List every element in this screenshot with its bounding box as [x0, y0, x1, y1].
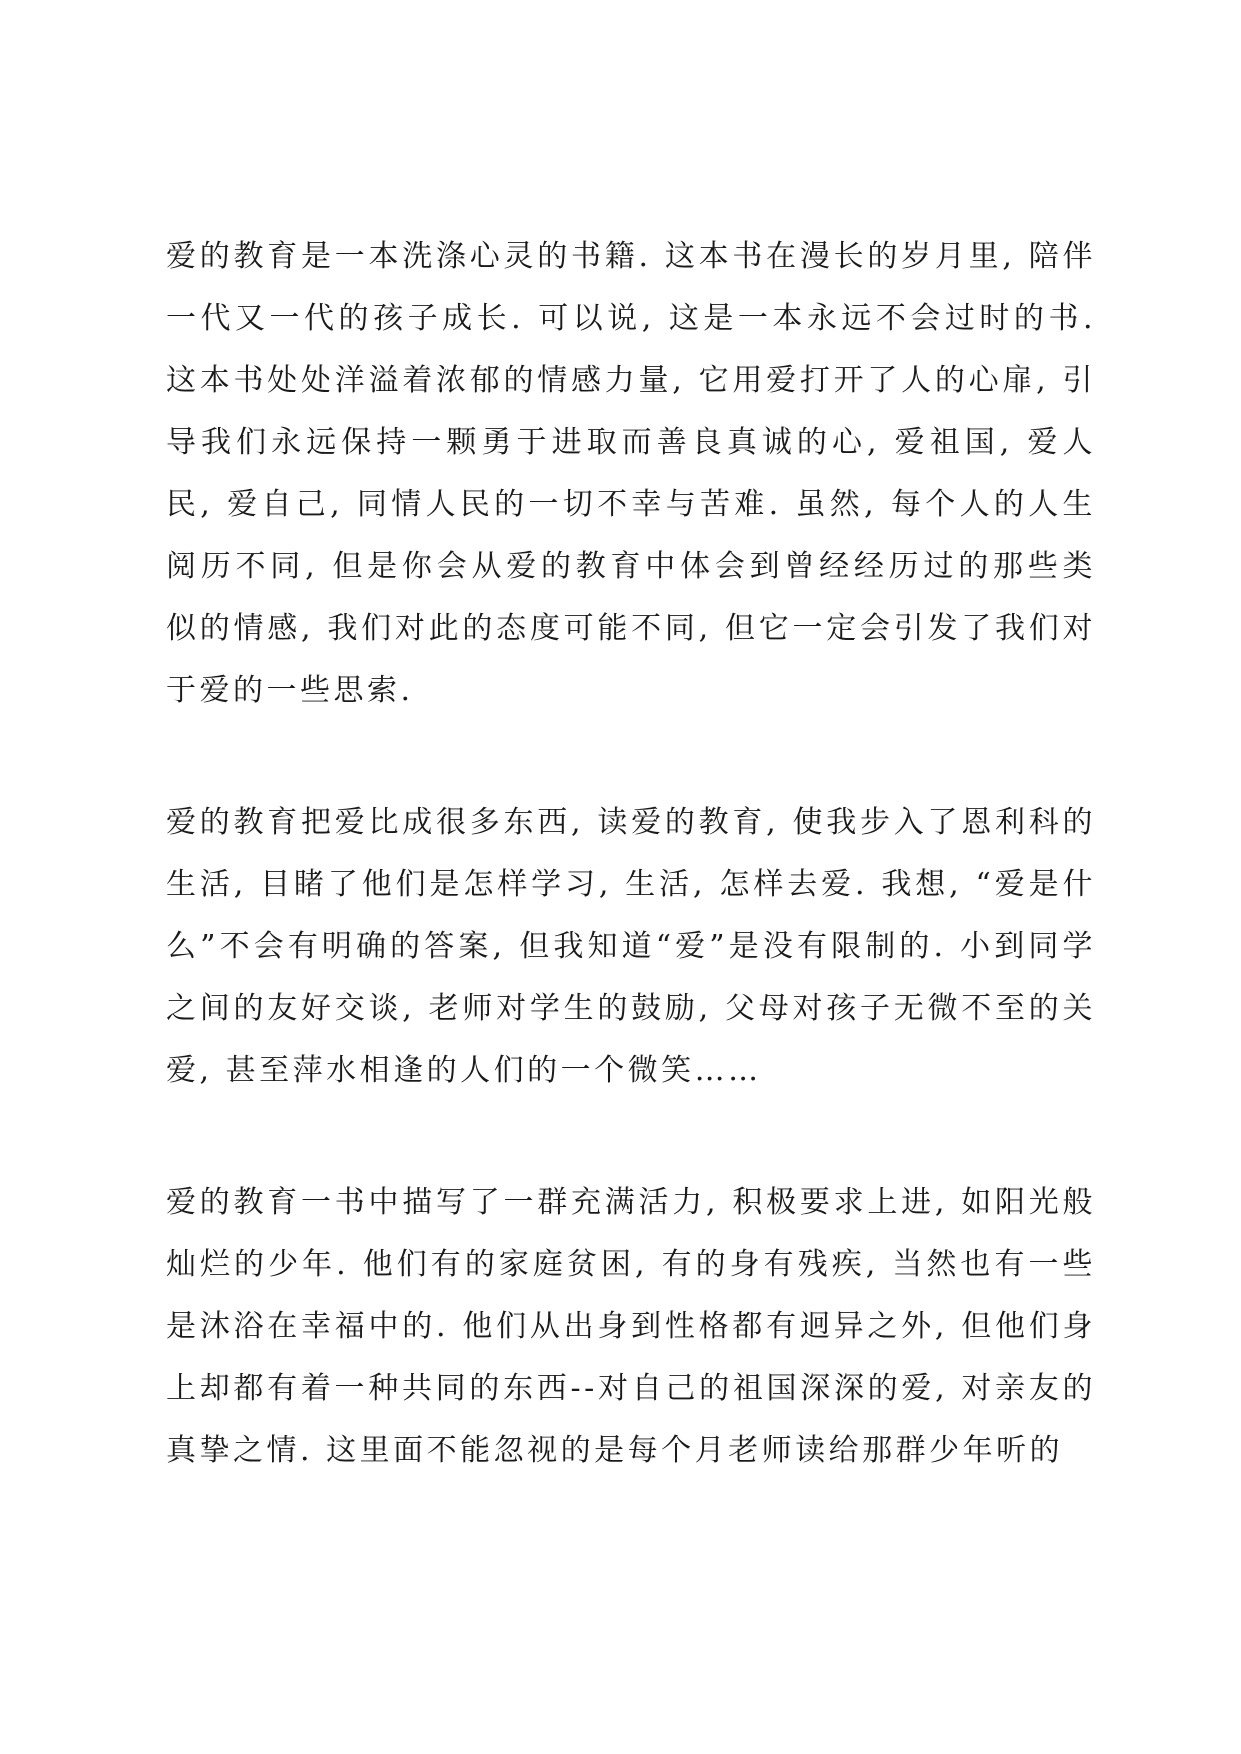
- paragraph-2: 爱的教育把爱比成很多东西, 读爱的教育, 使我步入了恩利科的生活, 目睹了他们是怎样学习, 生活, 怎样去爱. 我想, “爱是什么”不会有明确的答案, 但我知道“爱”是没有限制的. 小到同学之间的友好交谈, 老师对学生的鼓励, 父母对孩子无微不至的关爱, 甚至萍水相逢的人们的一个微笑……: [166, 805, 1096, 1088]
- document-body: [166, 226, 1096, 1482]
- paragraph-3: 爱的教育一书中描写了一群充满活力, 积极要求上进, 如阳光般灿烂的少年. 他们有的家庭贫困, 有的身有残疾, 当然也有一些是沐浴在幸福中的. 他们从出身到性格都有迥异之外, 但他们身上却都有着一种共同的东西--对自己的祖国深深的爱, 对亲友的真挚之情. 这里面不能忽视的是每个月老师读给那群少年听的: [166, 1185, 1096, 1468]
- paragraph-1: 爱的教育是一本洗涤心灵的书籍. 这本书在漫长的岁月里, 陪伴一代又一代的孩子成长. 可以说, 这是一本永远不会过时的书. 这本书处处洋溢着浓郁的情感力量, 它用爱打开了人的心扉, 引导我们永远保持一颗勇于进取而善良真诚的心, 爱祖国, 爱人民, 爱自己, 同情人民的一切不幸与苦难. 虽然, 每个人的人生阅历不同, 但是你会从爱的教育中体会到曾经经历过的那些类似的情感, 我们对此的态度可能不同, 但它一定会引发了我们对于爱的一些思索.: [166, 239, 1096, 708]
